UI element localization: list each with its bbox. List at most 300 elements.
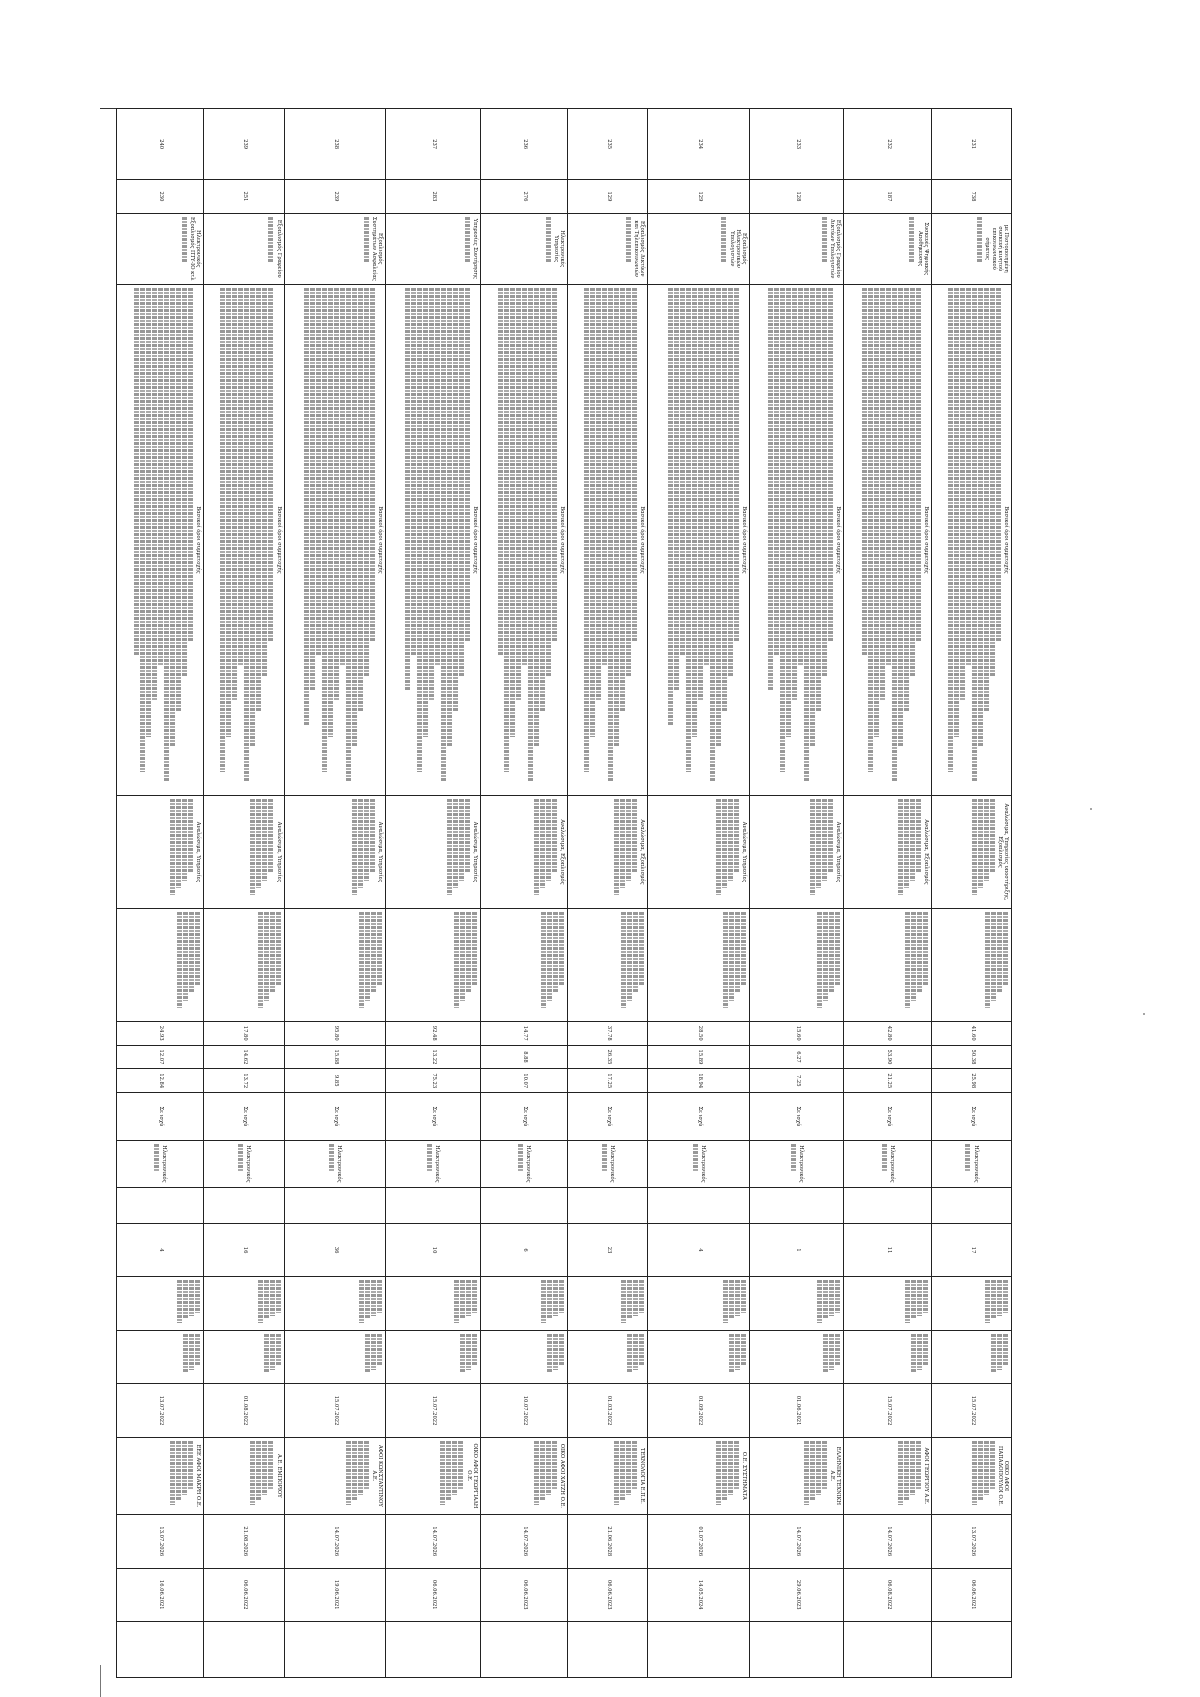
price-1 <box>480 1021 567 1045</box>
illegible-text-line <box>984 1441 989 1495</box>
date-b <box>749 1515 844 1568</box>
illegible-text-line <box>917 912 922 994</box>
mode-text: Ηλεκτρονικός <box>888 1145 895 1183</box>
date-a-text: 15.07.2022 <box>885 1395 892 1426</box>
illegible-text-line <box>627 1334 632 1373</box>
illegible-text-line <box>780 288 785 772</box>
price-1-text: 28.50 <box>696 1025 703 1041</box>
notes-a <box>204 1277 284 1330</box>
row-code <box>648 180 750 213</box>
illegible-text-line <box>446 1441 451 1500</box>
category-b <box>568 908 648 1021</box>
blank-col <box>749 1622 844 1678</box>
illegible-text-line <box>590 288 595 737</box>
date-b-text: 13.07.2026 <box>969 1526 976 1557</box>
illegible-text-line <box>182 217 187 262</box>
table-row <box>117 109 204 1678</box>
category-b <box>749 908 844 1021</box>
illegible-text-line <box>686 288 691 772</box>
illegible-text-line <box>258 912 263 1008</box>
illegible-text-line <box>183 1334 188 1373</box>
illegible-text-line <box>882 1144 887 1172</box>
illegible-text-line <box>170 288 175 747</box>
price-2-text: 26.35 <box>605 1049 612 1065</box>
blank-col <box>386 1622 481 1678</box>
date-b <box>844 1515 931 1568</box>
illegible-text-line <box>189 912 194 994</box>
illegible-text-line <box>710 288 715 782</box>
illegible-text-line <box>904 1441 909 1500</box>
illegible-text-line <box>264 1334 269 1373</box>
illegible-text-line <box>370 799 375 873</box>
date-c <box>284 1568 386 1621</box>
illegible-text-line <box>639 912 644 986</box>
illegible-text-line <box>534 799 539 895</box>
illegible-text-line <box>633 1334 638 1370</box>
scan-speck <box>1143 1013 1145 1015</box>
illegible-text-line <box>633 912 638 994</box>
date-b <box>117 1515 204 1568</box>
illegible-text-line <box>990 1441 995 1490</box>
mode <box>386 1140 481 1188</box>
mode <box>844 1140 931 1188</box>
illegible-text-line <box>553 1334 558 1370</box>
vendor-name-text: Εξοπλισμός Δικτύων και Τηλεπικοινωνιών <box>633 220 646 278</box>
illegible-text-line <box>835 1334 840 1367</box>
illegible-text-line <box>547 912 552 1001</box>
category-a-text: Αναλώσιμα, Υπηρεσίες <box>275 821 282 883</box>
illegible-text-line <box>164 288 169 782</box>
illegible-text-line <box>1003 1280 1008 1313</box>
category-b <box>931 908 1011 1021</box>
supplier <box>568 1437 648 1514</box>
price-2 <box>480 1045 567 1069</box>
row-code-text: 128 <box>794 191 801 202</box>
illegible-text-line <box>602 288 607 666</box>
illegible-text-line <box>741 1280 746 1313</box>
supplier-text: ΟΙΚΟ ΑΦΟΙ ΠΑΠΑΔΟΠΟΥΛΟΙ Ο.Ε. <box>996 1446 1009 1506</box>
illegible-text-line <box>822 1441 827 1490</box>
quantity <box>117 1223 204 1276</box>
status-text: Σε ισχύ <box>969 1106 976 1127</box>
quantity <box>386 1223 481 1276</box>
price-3-text: 21.25 <box>885 1073 892 1089</box>
illegible-text-line <box>158 288 163 666</box>
date-a-text: 10.07.2022 <box>522 1395 529 1426</box>
date-b-text: 14.07.2026 <box>794 1526 801 1557</box>
mode-text: Ηλεκτρονικός <box>608 1145 615 1183</box>
notes-b <box>284 1330 386 1383</box>
notes-a <box>480 1277 567 1330</box>
price-2-text: 15.89 <box>696 1049 703 1065</box>
illegible-text-line <box>258 1280 263 1322</box>
row-code <box>749 180 844 213</box>
illegible-text-line <box>546 1441 551 1495</box>
date-a-text: 15.07.2022 <box>969 1395 976 1426</box>
price-2-text: 50.38 <box>969 1049 976 1065</box>
illegible-text-line <box>723 1280 728 1322</box>
row-number-text: 232 <box>885 139 892 150</box>
date-b-text: 21.06.2028 <box>605 1526 612 1557</box>
illegible-text-line <box>270 1280 275 1316</box>
date-c-text: 06.06.2021 <box>969 1579 976 1610</box>
illegible-text-line <box>358 288 363 711</box>
supplier <box>480 1437 567 1514</box>
row-number-text: 238 <box>333 139 340 150</box>
price-1-text: 17.80 <box>242 1025 249 1041</box>
blank-col <box>568 1622 648 1678</box>
row-number-text: 237 <box>431 139 438 150</box>
category-a-text: Αναλώσιμα, Εξοπλισμός <box>922 819 929 885</box>
illegible-text-line <box>465 288 470 641</box>
illegible-text-line <box>668 288 673 727</box>
illegible-text-line <box>620 288 625 711</box>
price-3 <box>480 1069 567 1093</box>
illegible-text-line <box>465 217 470 262</box>
price-1-text: 24.93 <box>158 1025 165 1041</box>
category-a <box>386 796 481 909</box>
blank-col <box>931 1622 1011 1678</box>
empty-col <box>749 1188 844 1224</box>
category-a-text: Αναλώσιμα, Υπηρεσίες <box>377 821 384 883</box>
date-c-text: 29.06.2023 <box>794 1579 801 1610</box>
date-c <box>844 1568 931 1621</box>
illegible-text-line <box>692 288 697 737</box>
illegible-text-line <box>693 1144 698 1172</box>
illegible-text-line <box>1003 1334 1008 1367</box>
vendor-name <box>117 213 204 284</box>
illegible-text-line <box>786 288 791 737</box>
illegible-text-line <box>916 1441 921 1490</box>
illegible-text-line <box>633 1280 638 1316</box>
description <box>284 284 386 795</box>
category-a <box>204 796 284 909</box>
illegible-text-line <box>911 912 916 1001</box>
illegible-text-line <box>553 1280 558 1316</box>
illegible-text-line <box>823 1334 828 1373</box>
illegible-text-line <box>518 1144 523 1172</box>
supplier-text: Α.Ε. ΕΜΠΟΡΙΟΥ <box>275 1454 282 1498</box>
illegible-text-line <box>176 288 181 711</box>
illegible-text-line <box>188 1441 193 1490</box>
illegible-text-line <box>459 799 464 881</box>
date-b <box>648 1515 750 1568</box>
quantity <box>284 1223 386 1276</box>
date-a <box>749 1384 844 1437</box>
category-a <box>568 796 648 909</box>
row-number <box>117 109 204 180</box>
price-3 <box>386 1069 481 1093</box>
price-2-text: 53.90 <box>885 1049 892 1065</box>
notes-a <box>386 1277 481 1330</box>
description-text: Βασικοί όροι συμμετοχής <box>740 506 747 574</box>
row-number-text: 234 <box>696 139 703 150</box>
illegible-text-line <box>829 912 834 994</box>
illegible-text-line <box>816 1441 821 1495</box>
illegible-text-line <box>466 1334 471 1370</box>
date-a <box>386 1384 481 1437</box>
table-row <box>749 109 844 1678</box>
price-2 <box>844 1045 931 1069</box>
mode <box>648 1140 750 1188</box>
illegible-text-line <box>822 799 827 881</box>
description <box>749 284 844 795</box>
status <box>117 1093 204 1141</box>
vendor-name-text: Ηλεκτρονικός Εξοπλισμός ΠΤΥ-ΙΟ κτλ <box>189 216 202 281</box>
notes-b <box>117 1330 204 1383</box>
illegible-text-line <box>626 217 631 262</box>
illegible-text-line <box>268 799 273 873</box>
quantity-text: 23 <box>605 1246 612 1254</box>
row-number <box>284 109 386 180</box>
quantity <box>844 1223 931 1276</box>
illegible-text-line <box>734 799 739 873</box>
illegible-text-line <box>829 1280 834 1316</box>
illegible-text-line <box>817 912 822 1008</box>
description <box>386 284 481 795</box>
illegible-text-line <box>250 799 255 895</box>
vendor-name-text: Ηλεκτρονικές Υπηρεσίες <box>552 230 566 268</box>
illegible-text-line <box>972 799 977 895</box>
illegible-text-line <box>722 799 727 888</box>
price-2 <box>386 1045 481 1069</box>
date-b <box>284 1515 386 1568</box>
illegible-text-line <box>734 1441 739 1490</box>
illegible-text-line <box>621 1280 626 1322</box>
illegible-text-line <box>268 288 273 641</box>
status <box>749 1093 844 1141</box>
illegible-text-line <box>250 288 255 747</box>
illegible-text-line <box>810 288 815 747</box>
row-number <box>386 109 481 180</box>
illegible-text-line <box>195 1334 200 1367</box>
price-2-text: 6.27 <box>794 1051 801 1063</box>
illegible-text-line <box>177 912 182 1008</box>
blank-col <box>844 1622 931 1678</box>
illegible-text-line <box>364 217 369 262</box>
category-a-text: Αναλώσιμα, Υπηρεσίες <box>195 821 202 883</box>
blank-col <box>648 1622 750 1678</box>
quantity <box>749 1223 844 1276</box>
illegible-text-line <box>364 1441 369 1490</box>
illegible-text-line <box>264 1280 269 1319</box>
illegible-text-line <box>250 1441 255 1505</box>
price-3 <box>931 1069 1011 1093</box>
illegible-text-line <box>270 1334 275 1370</box>
price-1 <box>931 1021 1011 1045</box>
price-2 <box>117 1045 204 1069</box>
supplier <box>204 1437 284 1514</box>
illegible-text-line <box>828 799 833 873</box>
illegible-text-line <box>828 288 833 641</box>
date-c <box>749 1568 844 1621</box>
illegible-text-line <box>183 1280 188 1319</box>
illegible-text-line <box>965 1144 970 1172</box>
illegible-text-line <box>346 1441 351 1505</box>
illegible-text-line <box>358 799 363 888</box>
price-3-text: 17.25 <box>605 1073 612 1089</box>
illegible-text-line <box>917 1334 922 1370</box>
illegible-text-line <box>905 912 910 1008</box>
description-text: Βασικοί όροι συμμετοχής <box>639 506 646 574</box>
illegible-text-line <box>359 912 364 1008</box>
price-2-text: 14.62 <box>242 1049 249 1065</box>
price-3 <box>648 1069 750 1093</box>
date-b <box>568 1515 648 1568</box>
illegible-text-line <box>177 1280 182 1322</box>
illegible-text-line <box>188 288 193 641</box>
illegible-text-line <box>898 799 903 895</box>
vendor-name-text: Εξοπλισμός Γραφείου Δικτύων Υπολογιστών <box>829 219 842 279</box>
illegible-text-line <box>626 288 631 676</box>
empty-col <box>204 1188 284 1224</box>
empty-col <box>568 1188 648 1224</box>
status-text: Σε ισχύ <box>431 1106 438 1127</box>
price-1-text: 37.78 <box>605 1025 612 1041</box>
illegible-text-line <box>997 912 1002 994</box>
quantity <box>568 1223 648 1276</box>
category-a <box>284 796 386 909</box>
price-2-text: 13.22 <box>431 1049 438 1065</box>
illegible-text-line <box>829 1334 834 1370</box>
illegible-text-line <box>822 217 827 262</box>
illegible-text-line <box>698 288 703 701</box>
category-b <box>480 908 567 1021</box>
illegible-text-line <box>614 799 619 895</box>
category-a <box>480 796 567 909</box>
illegible-text-line <box>948 288 953 772</box>
illegible-text-line <box>262 1441 267 1495</box>
illegible-text-line <box>620 799 625 888</box>
illegible-text-line <box>238 288 243 666</box>
row-number-text: 235 <box>605 139 612 150</box>
illegible-text-line <box>729 1334 734 1373</box>
illegible-text-line <box>768 288 773 691</box>
illegible-text-line <box>264 912 269 1001</box>
price-1 <box>568 1021 648 1045</box>
illegible-text-line <box>972 288 977 782</box>
date-c-text: 06.06.2021 <box>431 1579 438 1610</box>
illegible-text-line <box>195 1280 200 1313</box>
illegible-text-line <box>978 1441 983 1500</box>
row-code-text: 187 <box>885 191 892 202</box>
notes-b <box>386 1330 481 1383</box>
illegible-text-line <box>791 1144 796 1172</box>
illegible-text-line <box>365 1334 370 1373</box>
price-3-text: 9.85 <box>333 1074 340 1087</box>
illegible-text-line <box>734 288 739 641</box>
row-code-text: 230 <box>158 191 165 202</box>
illegible-text-line <box>510 288 515 737</box>
mode-text: Ηλεκτρονικός <box>336 1145 343 1183</box>
category-a <box>648 796 750 909</box>
illegible-text-line <box>674 288 679 691</box>
illegible-text-line <box>371 912 376 994</box>
notes-a <box>284 1277 386 1330</box>
illegible-text-line <box>904 288 909 711</box>
mode <box>480 1140 567 1188</box>
status <box>844 1093 931 1141</box>
illegible-text-line <box>966 288 971 666</box>
illegible-text-line <box>540 288 545 711</box>
date-c <box>117 1568 204 1621</box>
supplier <box>117 1437 204 1514</box>
illegible-text-line <box>639 1280 644 1313</box>
illegible-text-line <box>244 288 249 782</box>
vendor-name-text: Εξοπλισμός Ηλεκτρονικών Υπολογιστών <box>728 229 747 269</box>
vendor-name <box>568 213 648 284</box>
illegible-text-line <box>334 288 339 701</box>
illegible-text-line <box>817 1280 822 1322</box>
illegible-text-line <box>741 1334 746 1367</box>
illegible-text-line <box>917 1280 922 1316</box>
date-c-text: 06.06.2023 <box>522 1579 529 1610</box>
vendor-name <box>204 213 284 284</box>
illegible-text-line <box>472 1280 477 1313</box>
illegible-text-line <box>304 288 309 727</box>
date-a-text: 13.07.2022 <box>158 1395 165 1426</box>
status-text: Σε ισχύ <box>605 1106 612 1127</box>
illegible-text-line <box>723 912 728 1008</box>
supplier-text: ΟΙΚΟ ΑΦΟΙ ΓΕΩΡΓΙΑΔΗ Ο.Ε. <box>465 1443 478 1509</box>
price-1-text: 42.80 <box>885 1025 892 1041</box>
status <box>284 1093 386 1141</box>
illegible-text-line <box>182 799 187 881</box>
illegible-text-line <box>984 799 989 881</box>
illegible-text-line <box>460 912 465 1001</box>
date-c-text: 14.05.2024 <box>696 1579 703 1610</box>
date-a <box>931 1384 1011 1437</box>
price-3 <box>284 1069 386 1093</box>
illegible-text-line <box>996 288 1001 641</box>
price-3-text: 13.72 <box>242 1073 249 1089</box>
category-a-text: Αναλώσιμα, Υπηρεσίες υποστήριξης, Εξοπλισμός <box>996 803 1009 901</box>
supplier-text: ΟΙΚΟ ΑΦΟΙ ΧΑΤΖΗ Ο.Ε. <box>559 1443 566 1508</box>
illegible-text-line <box>276 1334 281 1367</box>
illegible-text-line <box>377 1280 382 1313</box>
illegible-text-line <box>226 288 231 737</box>
illegible-text-line <box>910 288 915 676</box>
table-row <box>844 109 931 1678</box>
supplier-text: ΑΦΟΙ ΓΕΩΡΓΙΟΥ Α.Ε. <box>922 1447 929 1505</box>
date-a <box>844 1384 931 1437</box>
date-c <box>204 1568 284 1621</box>
status <box>931 1093 1011 1141</box>
price-2 <box>749 1045 844 1069</box>
illegible-text-line <box>804 288 809 782</box>
description-text: Βασικοί όροι συμμετοχής <box>377 506 384 574</box>
illegible-text-line <box>268 217 273 262</box>
illegible-text-line <box>584 288 589 772</box>
row-number <box>844 109 931 180</box>
quantity-text: 36 <box>333 1246 340 1254</box>
mode <box>749 1140 844 1188</box>
empty-col <box>386 1188 481 1224</box>
illegible-text-line <box>822 288 827 676</box>
row-code-text: 129 <box>605 191 612 202</box>
illegible-text-line <box>608 288 613 782</box>
quantity-text: 4 <box>158 1248 165 1252</box>
price-1 <box>117 1021 204 1045</box>
price-3 <box>749 1069 844 1093</box>
quantity-text: 17 <box>969 1246 976 1254</box>
illegible-text-line <box>722 1441 727 1500</box>
status-text: Σε ισχύ <box>158 1106 165 1127</box>
illegible-text-line <box>559 1334 564 1367</box>
illegible-text-line <box>910 799 915 881</box>
illegible-text-line <box>310 288 315 691</box>
illegible-text-line <box>991 1334 996 1373</box>
